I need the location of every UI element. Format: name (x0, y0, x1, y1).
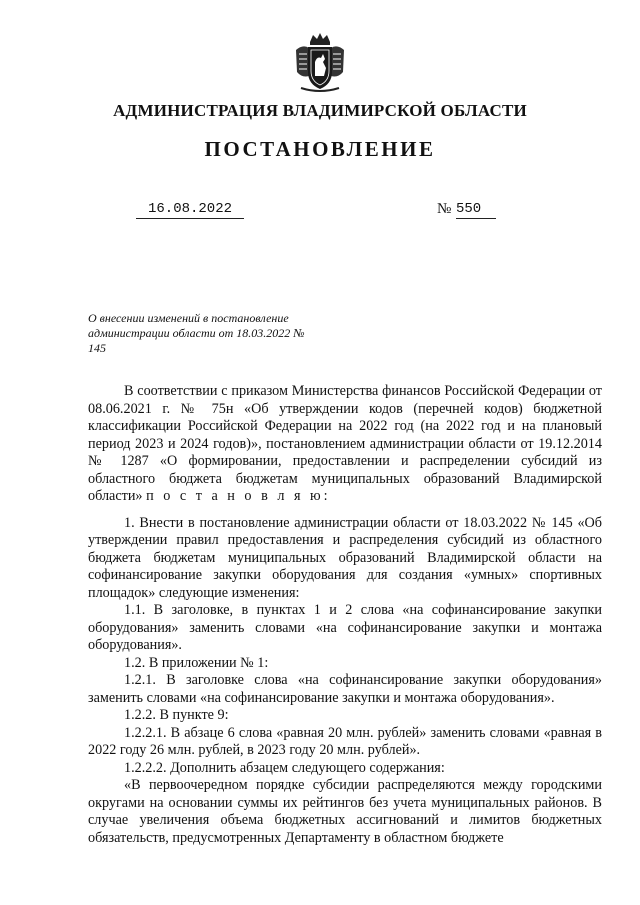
paragraph-1-2-1: 1.2.1. В заголовке слова «на софинансирование закупки оборудования» заменить словами «на софинансирование закупки и монтажа оборудования». (88, 672, 602, 706)
resolves-word: п о с т а н о в л я ю: (146, 488, 331, 504)
preamble-paragraph: В соответствии с приказом Министерства финансов Российской Федерации от 08.06.2021 г. № 75н «Об утверждении кодов (перечней кодов) бюджетной классификации Российской Федерации на 2022 год (на 2022 год и на плановый период 2023 и 2024 годов)», постановлением администрации области от 19.12.2014 № 1287 «О формировании, предоставлении и распределении субсидий из областного бюджета бюджетам муниципальных образований Владимирской области» п о с т а н о в л я ю: (88, 383, 602, 504)
paragraph-1: 1. Внести в постановление администрации области от 18.03.2022 № 145 «Об утверждении правил предоставления и распределения субсидий из областного бюджета бюджетам муниципальных образований Владимирской области на софинансирование закупки оборудования для создания «умных» спортивных площадок» следующие изменения: (88, 514, 602, 601)
paragraph-1-2-2-2: 1.2.2.2. Дополнить абзацем следующего содержания: (124, 759, 445, 776)
document-date: 16.08.2022 (136, 201, 244, 219)
coat-of-arms-icon (293, 32, 347, 94)
paragraph-1-2: 1.2. В приложении № 1: (124, 654, 269, 671)
quoted-paragraph: «В первоочередном порядке субсидии распределяются между городскими округами на основании суммы их рейтингов без учета муниципальных районов. В случае увеличения объема бюджетных ассигнований и лимитов бюджетных обязательств, предусмотренных Департаменту в областном бюджете (88, 777, 602, 846)
paragraph-1-2-2: 1.2.2. В пункте 9: (124, 707, 229, 723)
document-type: ПОСТАНОВЛЕНИЕ (204, 137, 436, 161)
number-label: № (437, 201, 452, 217)
document-body (88, 383, 602, 847)
document-number: 550 (456, 201, 496, 219)
document-subject: О внесении изменений в постановление администрации области от 18.03.2022 № 145 (88, 311, 305, 355)
organization-title: АДМИНИСТРАЦИЯ ВЛАДИМИРСКОЙ ОБЛАСТИ (113, 101, 527, 120)
paragraph-1-2-2-1: 1.2.2.1. В абзаце 6 слова «равная 20 млн. рублей» заменить словами «равная в 2022 году 26 млн. рублей, в 2023 году 20 млн. рублей». (88, 724, 602, 758)
paragraph-1-1: 1.1. В заголовке, в пунктах 1 и 2 слова «на софинансирование закупки оборудования» заменить словами «на софинансирование закупки и монтажа оборудования». (88, 602, 602, 653)
